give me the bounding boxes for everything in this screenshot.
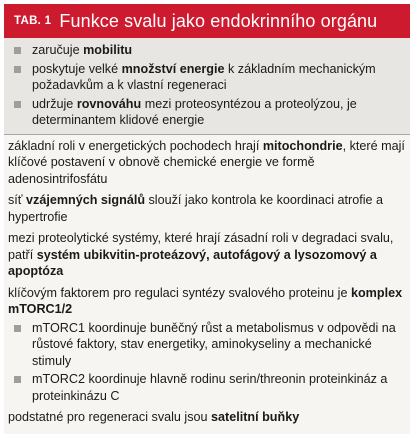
paragraph-signals: síť vzájemných signálů slouží jako kontrola ke koordinaci atrofie a hypertrofie [8, 193, 384, 224]
square-bullet-icon [14, 66, 21, 73]
list-item: udržuje rovnováhu mezi proteosyntézou a proteolýzou, je determinantem klidové energie [4, 96, 410, 129]
paragraph-mtorc: klíčovým faktorem pro regulaci syntézy svalového proteinu je komplex mTORC1/2 [8, 285, 403, 316]
list-item: mTORC2 koordinuje hlavně rodinu serin/threonin proteinkináz a proteinkinázu C [4, 371, 410, 404]
square-bullet-icon [14, 376, 21, 383]
paragraph-mitochondria: základní roli v energetických pochodech hrají mitochondrie, které mají klíčové postavení v obnově chemické energie ve formě adenosintrifosfátu [8, 138, 405, 186]
paragraph-satellite: podstatné pro regeneraci svalu jsou satelitní buňky [8, 410, 300, 424]
square-bullet-icon [14, 325, 21, 332]
square-bullet-icon [14, 47, 21, 54]
table-title: Funkce svalu jako endokrinního orgánu [59, 10, 378, 31]
top-section [4, 38, 410, 135]
list-item: zaručuje mobilitu [4, 42, 410, 59]
list-item: mTORC1 koordinuje buněčný růst a metabolismus v odpovědi na růstové faktory, stav energetiky, aminokyseliny a mechanické stimuly [4, 320, 410, 370]
mtorc-list [4, 320, 410, 405]
list-item: poskytuje velké množství energie k základním mechanickým požadavkům a k vlastní regeneraci [4, 61, 410, 94]
table-box [4, 4, 410, 434]
paragraph-proteolytic: mezi proteolytické systémy, které hrají zásadní roli v degradaci svalu, patří systém ubikvitin-proteázový, autofágový a lysozomový a apoptóza [8, 231, 394, 278]
table-number: TAB. 1 [14, 15, 52, 27]
table-title-bar [4, 4, 410, 38]
square-bullet-icon [14, 101, 21, 108]
